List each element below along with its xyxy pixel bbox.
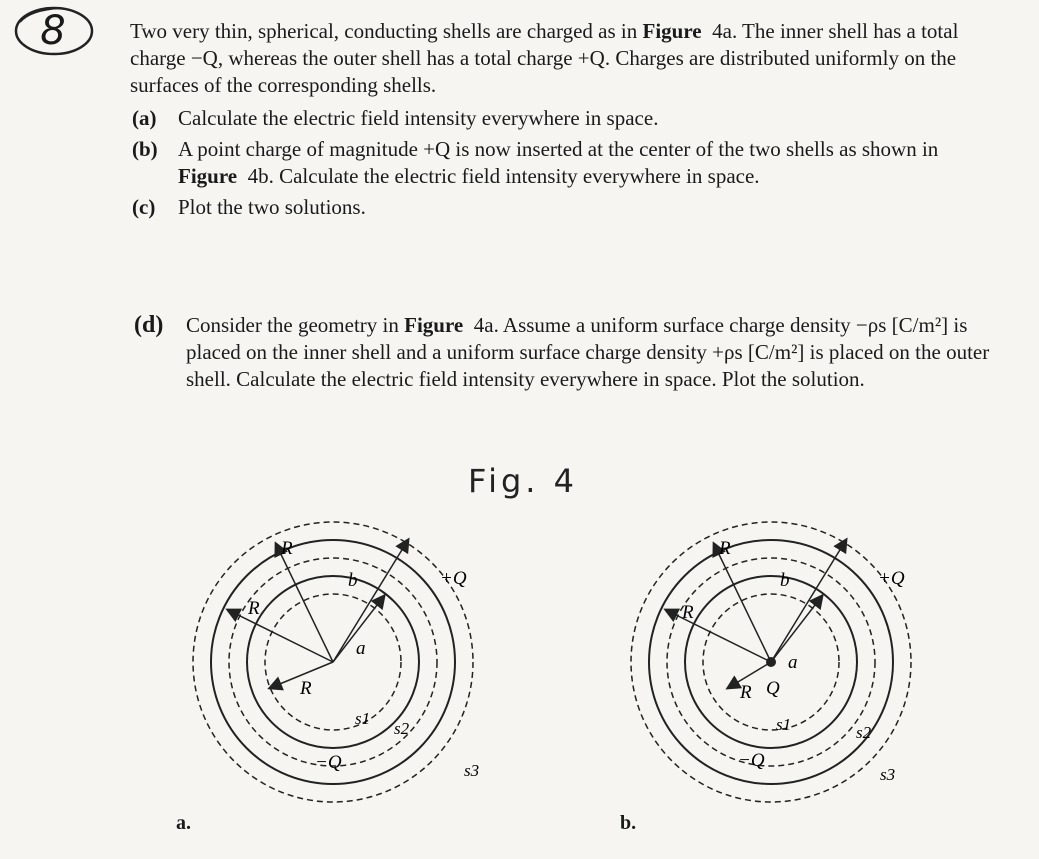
problem-number-circle [10,4,96,58]
label-plus-Q: +Q [440,568,467,589]
label-outer-R-b: R [719,538,731,559]
part-c [130,194,980,221]
label-minus-Q: −Q [315,752,342,773]
figure-ref-4a: 4a [712,19,732,43]
label-b-b: b [780,570,790,591]
part-d-text-start: Consider the geometry in [186,313,405,337]
figure-word: Figure [642,19,702,43]
label-s3-b: s3 [880,765,896,784]
problem-intro [130,18,980,99]
diagram-a [188,512,478,827]
problem-number: 8 [40,8,66,54]
shells-diagram-b [626,512,916,822]
label-s1: s1 [355,709,371,728]
label-b: b [348,570,358,591]
label-minus-Q-b: −Q [738,750,765,771]
part-b [130,136,980,190]
part-a-label: (a) [132,106,157,130]
figure-ref-4b: 4b [247,164,269,188]
label-s2: s2 [394,719,410,738]
label-s3: s3 [464,761,480,780]
figure-word-d: Figure [404,313,464,337]
label-center-Q-b: Q [766,678,780,699]
caption-b: b. [620,812,637,834]
label-plus-Q-b: +Q [878,568,905,589]
label-small-R-b: R [740,682,752,703]
label-mid-R-b: R [682,602,694,623]
parts-list [130,105,980,221]
shells-diagram-a [188,512,478,822]
figure-word-b: Figure [178,164,238,188]
part-a-text: Calculate the electric field intensity everywhere in space. [178,106,659,130]
part-d-label: (d) [134,312,164,338]
figure-ref-d: 4a [473,313,494,337]
caption-a: a. [176,812,191,834]
part-b-label: (b) [132,137,158,161]
label-small-R: R [300,678,312,699]
part-d-text-end: . Assume a uniform surface charge density −ρs [C/m²] is placed on the inner shell and a uniform surface charge density +ρs [C/m²] is placed on the outer shell. Calculate the electric field intensity everywhere in space. Plot the solution. [186,313,990,391]
part-b-text-end: . Calculate the electric field intensity everywhere in space. [268,164,760,188]
intro-text-start: Two very thin, spherical, conducting shells are charged as in [130,19,643,43]
part-c-text: Plot the two solutions. [178,195,366,219]
part-a [130,105,980,132]
part-d-text [186,312,1024,393]
label-outer-R: R [281,538,293,559]
problem-statement [130,18,980,225]
figure-title: Fig. 4 [468,462,578,500]
part-b-text-start: A point charge of magnitude +Q is now inserted at the center of the two shells as shown in [178,137,939,161]
label-a-b: a [788,652,798,673]
diagram-b [626,512,916,827]
label-s1-b: s1 [776,715,792,734]
part-c-label: (c) [132,195,156,219]
label-mid-R: R [248,598,260,619]
label-s2-b: s2 [856,723,872,742]
label-a: a [356,638,366,659]
part-d [134,312,1024,393]
intro-text-end: . The inner shell has a total charge −Q, whereas the outer shell has a total charge +Q. Charges are distributed uniformly on the surfaces of the corresponding shells. [130,19,959,97]
